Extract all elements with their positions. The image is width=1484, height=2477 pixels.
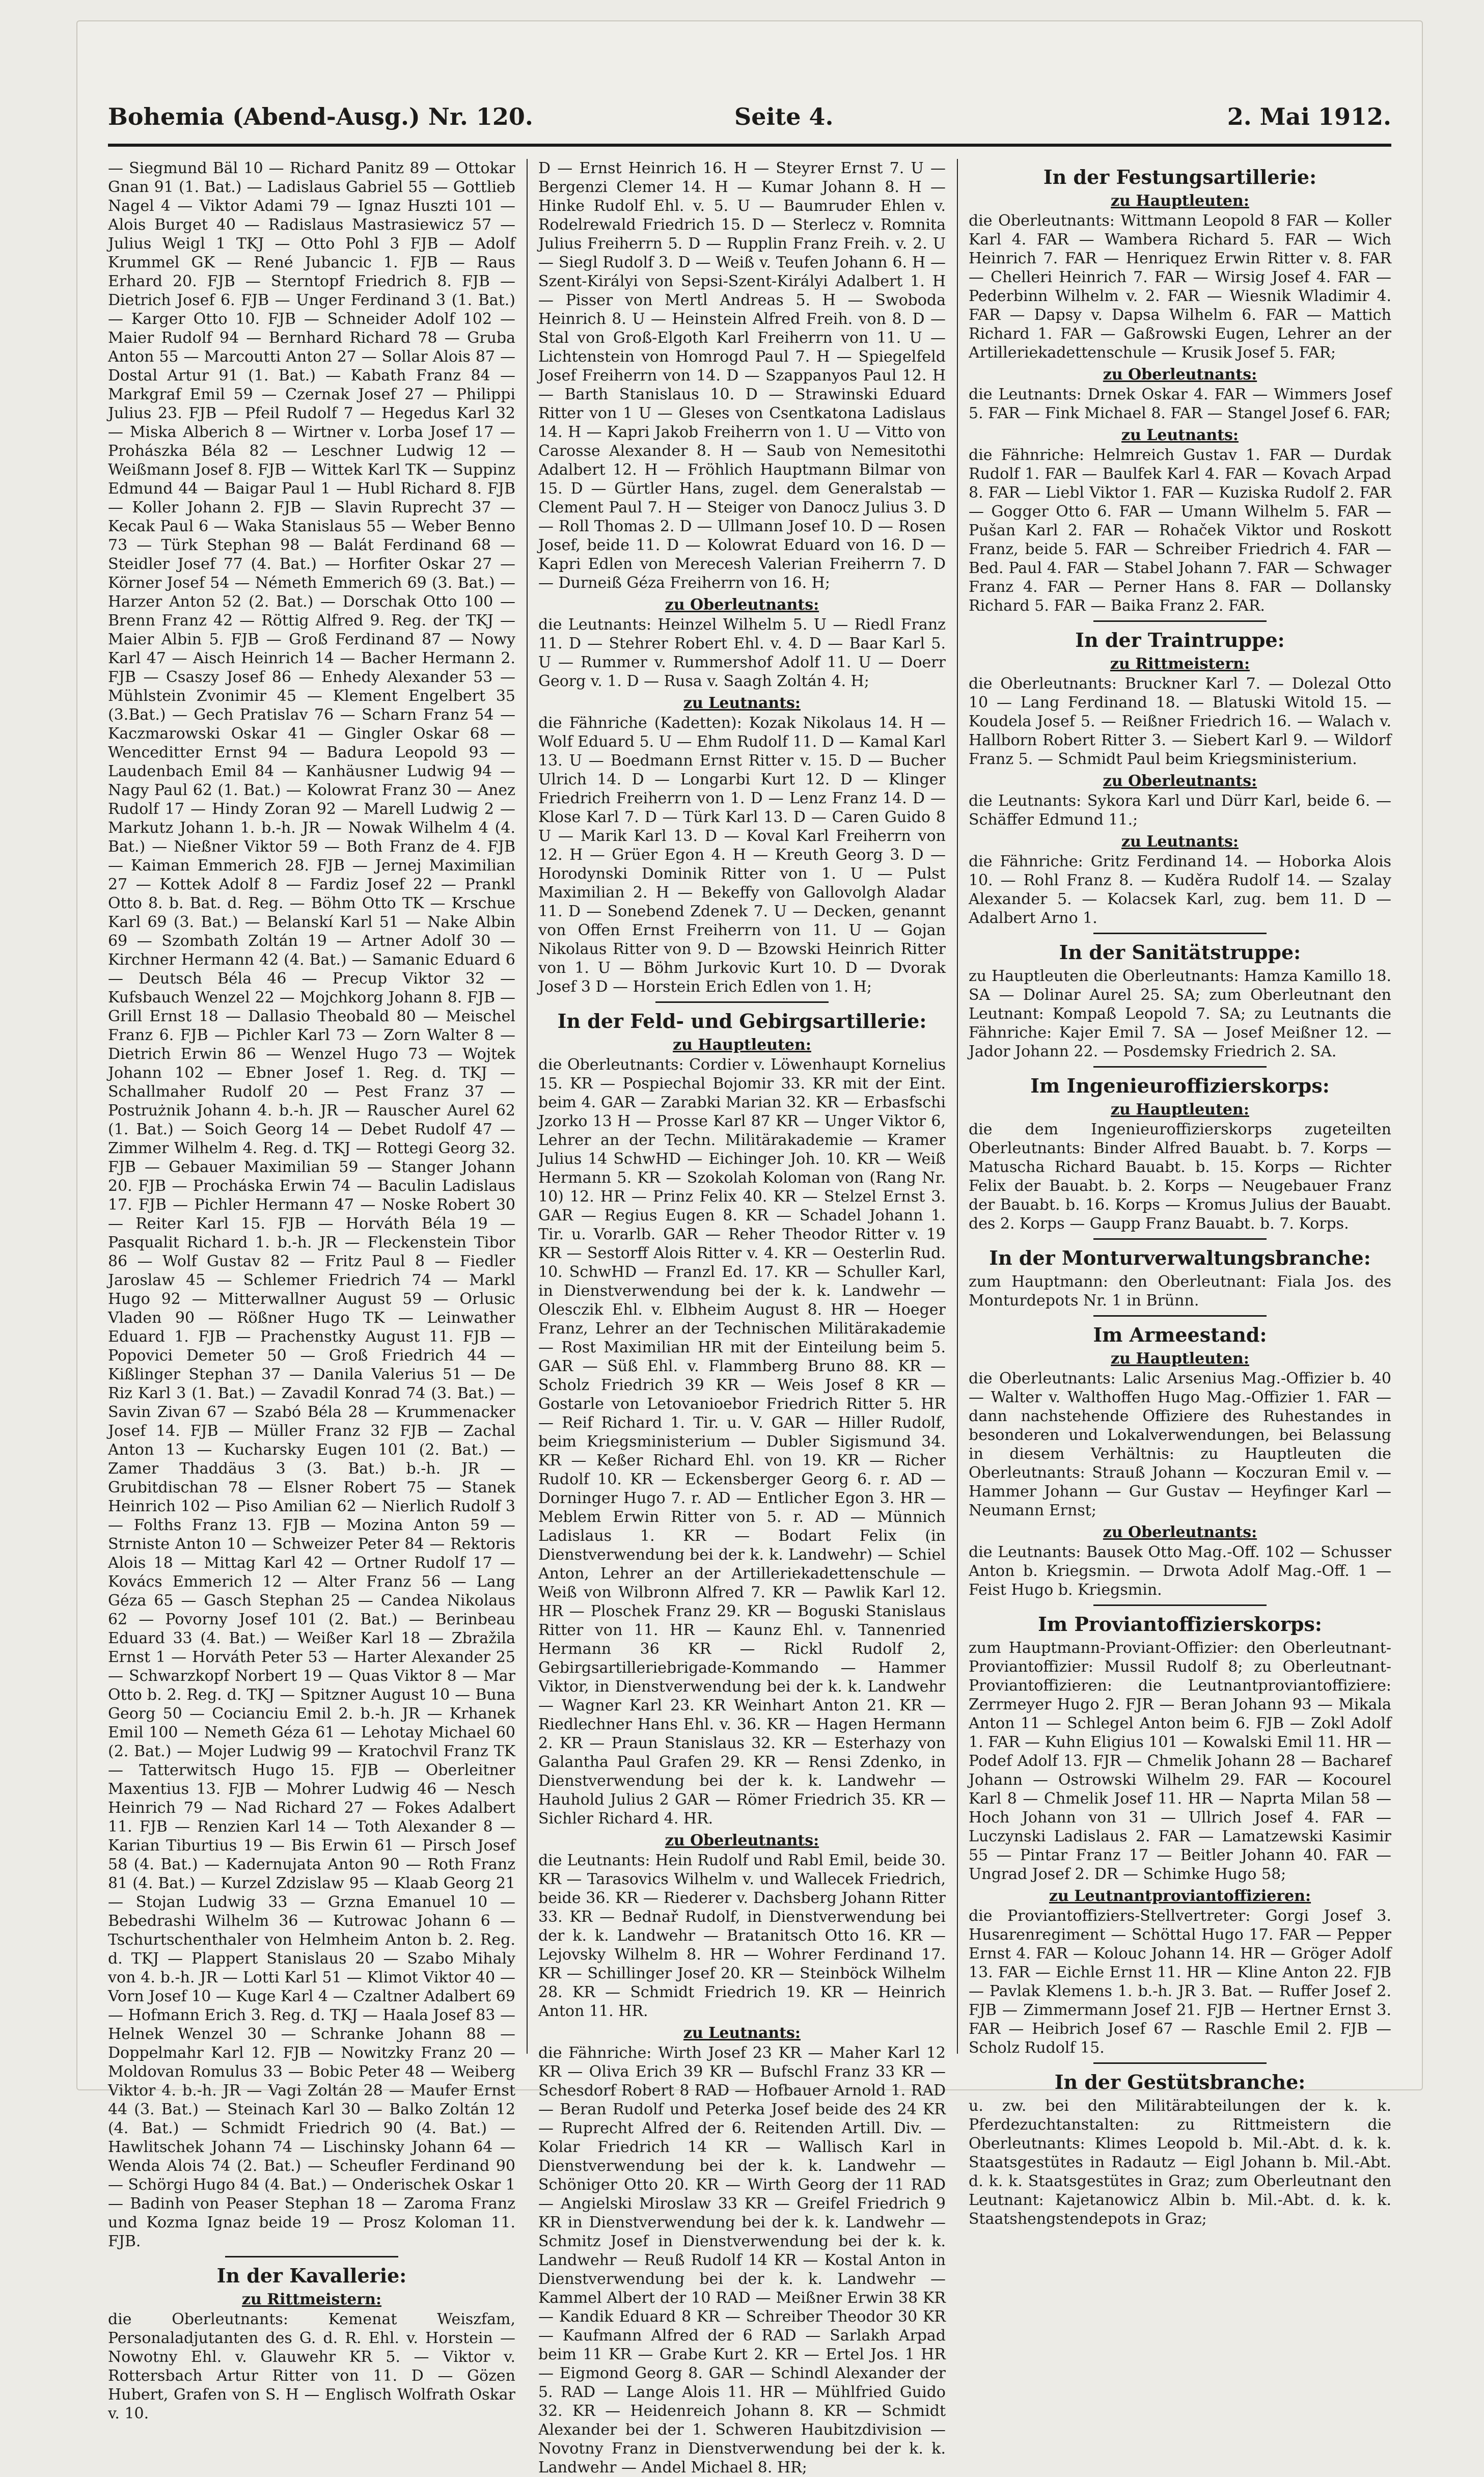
medical-text: zu Hauptleuten die Oberleutnants: Hamza Kamillo 18. SA — Dolinar Aurel 25. SA; zum Oberleutnant den Leutnant: Kompaß Leopold 7. SA; zu Leutnants die Fähnriche: Kajer Emil 7. SA — Josef Meißner 12. — Jador Johann 22. — Posdemsky Friedrich 2. SA. [969, 967, 1391, 1060]
page-number: Seite 4. [734, 103, 834, 130]
army-status-oberleutnants-text: die Leutnants: Bausek Otto Mag.-Off. 102 — Schusser Anton b. Kriegsmin. — Drwota Adolf Mag.-Off. 1 — Feist Hugo b. Kriegsmin. [969, 1543, 1391, 1599]
section-rule [1093, 1604, 1267, 1606]
cavalry-continued-text: D — Ernst Heinrich 16. H — Steyrer Ernst 7. U — Bergenzi Clemer 14. H — Kumar Johann 8. H — Hinke Rudolf Ehl. v. 5. U — Baumruder Ehlen v. Rodelrewald Friedrich 15. D — Sterlecz v. Romnita Julius Freiherrn 5. D — Rupplin Franz Freih. v. 2. U — Siegl Rudolf 3. D — Weiß v. Teufen Johann 6. H — Szent-Királyi von Sepsi-Szent-Királyi Adalbert 1. H — Pisser von Mertl Andreas 5. H — Swoboda Heinrich 8. U — Heinstein Alfred Freih. von 8. D — Stal von Groß-Elgoth Karl Freiherrn von 11. U — Lichtenstein von Homrogd Paul 7. H — Spiegelfeld Josef Freiherrn von 14. D — Szappanyos Paul 12. H — Barth Stanislaus 10. D — Strawinski Eduard Ritter von 1 U — Gleses von Csentkatona Ladislaus 14. H — Kapri Jakob Freiherrn von 1. U — Vitto von Carosse Alexander 8. H — Saub von Nemesitothi Adalbert 12. H — Fröhlich Hauptmann Bilmar von 15. D — Gürtler Hans, zugel. dem Generalstab — Clement Paul 7. H — Steiger von Danocz Julius 3. D — Roll Thomas 2. D — Ullmann Josef 10. D — Rosen Josef, beide 11. D — Kolowrat Eduard von 16. D — Kapri Edlen von Merecesh Valerian Freiherrn 7. D — Durneiß Géza Freiherrn von 16. H; [538, 159, 946, 592]
subheading-leutnants: zu Leutnants: [1121, 833, 1239, 851]
uniform-admin-text: zum Hauptmann: den Oberleutnant: Fiala Jos. des Monturdepots Nr. 1 in Brünn. [969, 1273, 1391, 1310]
newspaper-masthead: Bohemia (Abend-Ausg.) Nr. 120. [108, 103, 533, 130]
subheading-leutnants: zu Leutnants: [1121, 426, 1239, 444]
issue-date: 2. Mai 1912. [1227, 103, 1391, 130]
artillery-leutnants-text: die Fähnriche: Wirth Josef 23 KR — Maher Karl 12 KR — Oliva Erich 39 KR — Bufschl Franz 33 KR — Schesdorf Robert 8 RAD — Hofbauer Arnold 1. RAD — Beran Rudolf und Peterka Josef beide des 24 KR — Ruprecht Alfred der 6. Reitenden Artill. Div. — Kolar Friedrich 14 KR — Wallisch Karl in Dienstverwendung bei der k. k. Landwehr — Schöniger Otto 20. KR — Wirth Georg der 11 RAD — Angielski Miroslaw 33 KR — Greifel Friedrich 9 KR in Dienstverwendung bei der k. k. Landwehr — Schmitz Josef in Dienstverwendung bei der k. k. Landwehr — Reuß Rudolf 14 KR — Kostal Anton in Dienstverwendung bei der k. k. Landwehr — Kammel Albert der 10 RAD — Meißner Erwin 38 KR — Kandik Eduard 8 KR — Schreiber Theodor 30 KR — Kaufmann Alfred der 6 RAD — Sarlakh Arpad beim 11 KR — Grabe Kurt 2. KR — Ertel Jos. 1 HR — Eigmond Georg 8. GAR — Schindl Alexander der 5. RAD — Lange Alois 11. HR — Mühlfried Guido 32. KR — Heidenreich Johann 8. KR — Schmidt Alexander bei der 1. Schweren Haubitzdivision — Novotny Franz in Dienstverwendung bei der k. k. Landwehr — Andel Michael 8. HR; [538, 2044, 946, 2476]
subheading-hauptleute: zu Hauptleuten: [1111, 1101, 1249, 1119]
subheading-oberleutnants: zu Oberleutnants: [665, 596, 819, 614]
section-heading-sanitaetstruppe: In der Sanitätstruppe: [1059, 941, 1301, 964]
section-heading-proviantoffizierskorps: Im Proviantoffizierskorps: [1038, 1613, 1322, 1636]
subheading-hauptleute: zu Hauptleuten: [673, 1036, 811, 1054]
provisions-leutnants-text: die Proviantoffiziers-Stellvertreter: Gorgi Josef 3. Husarenregiment — Schöttal Hugo 17. FAR — Pepper Ernst 4. FAR — Kolouc Johann 14. HR — Gröger Adolf 13. FAR — Eichle Ernst 11. HR — Kline Anton 22. FJB — Pavlak Klemens 1. b.-h. JR 3. Bat. — Ruffer Josef 2. FJB — Zimmermann Josef 21. FJB — Hertner Ernst 3. FAR — Heibrich Josef 67 — Raschle Emil 2. FJB — Scholz Rudolf 15. [969, 1907, 1391, 2057]
stud-branch-text: u. zw. bei den Militärabteilungen der k. k. Pferdezuchtanstalten: zu Rittmeistern die Oberleutnants: Klimes Leopold b. Mil.-Abt. d. k. k. Staatsgestütes in Radautz — Eigl Johann b. Mil.-Abt. d. k. k. Staatsgestütes in Graz; zum Oberleutnant den Leutnant: Kajetanowicz Albin b. Mil.-Abt. d. k. k. Staatshengstendepots in Graz; [969, 2097, 1391, 2228]
subheading-leutnants: zu Leutnants: [683, 2024, 801, 2042]
section-heading-festungsartillerie: In der Festungsartillerie: [1043, 166, 1317, 188]
infantry-promotions-text: — Siegmund Bäl 10 — Richard Panitz 89 — Ottokar Gnan 91 (1. Bat.) — Ladislaus Gabriel 55 — Gottlieb Nagel 4 — Viktor Adami 79 — Ignaz Huszti 101 — Alois Burget 40 — Radislaus Mastrasiewicz 57 — Julius Weigl 1 TKJ — Otto Pohl 3 FJB — Adolf Krummel GK — René Jubancic 1. FJB — Raus Erhard 20. FJB — Sterntopf Friedrich 8. FJB — Dietrich Josef 6. FJB — Unger Ferdinand 3 (1. Bat.) — Karger Otto 10. FJB — Schneider Adolf 102 — Maier Rudolf 94 — Bernhard Richard 78 — Gruba Anton 55 — Marcoutti Anton 27 — Sollar Alois 87 — Dostal Artur 91 (1. Bat.) — Kabath Franz 84 — Markgraf Emil 59 — Czernak Josef 27 — Philippi Julius 23. FJB — Pfeil Rudolf 7 — Hegedus Karl 32 — Miska Alberich 8 — Wirtner v. Lorba Josef 17 — Prohászka Béla 82 — Leschner Ludwig 12 — Weißmann Josef 8. FJB — Wittek Karl TK — Suppinz Edmund 44 — Baigar Paul 1 — Hubl Richard 8. FJB — Koller Johann 2. FJB — Slavin Ruprecht 37 — Kecak Paul 6 — Waka Stanislaus 55 — Weber Benno 73 — Türk Stephan 98 — Balát Ferdinand 68 — Steidler Josef 77 (4. Bat.) — Horfiter Oskar 27 — Körner Josef 54 — Németh Emmerich 69 (3. Bat.) — Harzer Anton 52 (2. Bat.) — Dorschak Otto 100 — Brenn Franz 42 — Röttig Alfred 9. Reg. der TKJ — Maier Albin 5. FJB — Groß Ferdinand 87 — Nowy Karl 47 — Aisch Heinrich 14 — Bacher Hermann 2. FJB — Csaszy Josef 86 — Enhedy Alexander 53 — Mühlstein Zvonimir 45 — Klement Engelbert 35 (3.Bat.) — Gech Pratislav 76 — Scharn Franz 54 — Kaczmarowski Oskar 41 — Gingler Oskar 68 — Wenceditter Ernst 94 — Badura Leopold 93 — Laudenbach Emil 84 — Kanhäusner Ludwig 94 — Nagy Paul 62 (1. Bat.) — Kolowrat Franz 30 — Anez Rudolf 17 — Hindy Zoran 92 — Marell Ludwig 2 — Markutz Johann 1. b.-h. JR — Nowak Wilhelm 4 (4. Bat.) — Nießner Viktor 59 — Both Franz de 4. FJB — Kaiman Emmerich 28. FJB — Jernej Maximilian 27 — Kottek Adolf 8 — Fardiz Josef 22 — Prankl Otto 8. b. Bat. d. Reg. — Böhm Otto TK — Krschue Karl 69 (3. Bat.) — Belanskí Karl 51 — Nake Albin 69 — Szombath Zoltán 19 — Artner Adolf 30 — Kirchner Hermann 42 (4. Bat.) — Samanic Eduard 6 — Deutsch Béla 46 — Precup Viktor 32 — Kufsbauch Wenzel 22 — Mojchkorg Johann 8. FJB — Grill Ernst 18 — Dallasio Theobald 80 — Meischel Franz 6. FJB — Pichler Karl 73 — Zorn Walter 8 — Dietrich Erwin 86 — Wenzel Hugo 73 — Wojtek Johann 102 — Ebner Josef 1. Reg. d. TKJ — Schallmaher Rudolf 20 — Pest Franz 37 — Postrużnik Johann 4. b.-h. JR — Rauscher Aurel 62 (1. Bat.) — Soich Georg 14 — Debet Rudolf 47 — Zimmer Wilhelm 4. Reg. d. TKJ — Rottegi Georg 32. FJB — Gebauer Maximilian 59 — Stanger Johann 20. FJB — Procháska Erwin 74 — Baculin Ladislaus 17. FJB — Pichler Hermann 47 — Noske Robert 30 — Reiter Karl 15. FJB — Horváth Béla 19 — Pasqualit Richard 1. b.-h. JR — Fleckenstein Tibor 86 — Wolf Gustav 82 — Fritz Paul 8 — Fiedler Jaroslaw 45 — Schlemer Friedrich 74 — Markl Hugo 92 — Mitterwallner August 59 — Orlusic Vladen 90 — Rößner Hugo TK — Leinwather Eduard 1. FJB — Prachenstky August 11. FJB — Popovici Demeter 50 — Groß Friedrich 44 — Kißlinger Stephan 37 — Danila Valerius 51 — De Riz Karl 3 (1. Bat.) — Zavadil Konrad 74 (3. Bat.) — Savin Zivan 67 — Szabó Béla 28 — Krummenacker Josef 14. FJB — Müller Franz 32 FJB — Zachal Anton 13 — Kucharsky Eugen 101 (2. Bat.) — Zamer Thaddäus 3 (3. Bat.) b.-h. JR — Grubitdischan 78 — Elsner Robert 75 — Stanek Heinrich 102 — Piso Amilian 62 — Nierlich Rudolf 3 — Folths Franz 13. FJB — Mozina Anton 59 — Strniste Anton 10 — Schweizer Peter 84 — Rektoris Alois 18 — Mittag Karl 42 — Ortner Rudolf 17 — Kovács Emmerich 12 — Alter Franz 56 — Lang Géza 65 — Gasch Stephan 25 — Candea Nikolaus 62 — Povorny Josef 101 (2. Bat.) — Berinbeau Eduard 33 (4. Bat.) — Weißer Karl 18 — Zbražila Ernst 1 — Horváth Peter 53 — Harter Alexander 25 — Schwarzkopf Norbert 19 — Quas Viktor 8 — Mar Otto b. 2. Reg. d. TKJ — Spitzner August 10 — Buna Georg 50 — Cocianciu Emil 2. b.-h. JR — Krhanek Emil 100 — Nemeth Géza 61 — Lehotay Michael 60 (2. Bat.) — Mojer Ludwig 99 — Kratochvil Franz TK — Tatterwitsch Hugo 15. FJB — Oberleitner Maxentius 13. FJB — Mohrer Ludwig 46 — Nesch Heinrich 79 — Nad Richard 27 — Fokes Adalbert 11. FJB — Renzien Karl 14 — Toth Alexander 8 — Karian Tiburtius 19 — Bis Erwin 61 — Pirsch Josef 58 (4. Bat.) — Kadernujata Anton 90 — Roth Franz 81 (4. Bat.) — Kurzel Zdzislaw 95 — Klaab Georg 21 — Stojan Ludwig 33 — Grzna Emanuel 10 — Bebedrashi Wilhelm 36 — Kutrowac Johann 6 — Tschurtschenthaler von Helmheim Anton b. 2. Reg. d. TKJ — Plappert Stanislaus 20 — Szabo Mihaly von 4. b.-h. JR — Lotti Karl 51 — Klimot Viktor 40 — Vorn Josef 10 — Kuge Karl 4 — Czaltner Adalbert 69 — Hofmann Erich 3. Reg. d. TKJ — Haala Josef 83 — Helnek Wenzel 30 — Schranke Johann 88 — Doppelmahr Karl 12. FJB — Nowitzky Franz 20 — Moldovan Romulus 33 — Bobic Peter 48 — Weiberg Viktor 4. b.-h. JR — Vagi Zoltán 28 — Maufer Ernst 44 (3. Bat.) — Steinach Karl 30 — Balko Zoltán 12 (4. Bat.) — Schmidt Friedrich 90 (4. Bat.) — Hawlitschek Johann 74 — Lischinsky Johann 64 — Wenda Alois 74 (2. Bat.) — Scheufler Ferdinand 90 — Schörgi Hugo 84 (4. Bat.) — Onderischek Oskar 1 — Badinh von Peaser Stephan 18 — Zaroma Franz und Kozma Ignaz beide 19 — Prosz Koloman 11. FJB. [108, 159, 515, 2250]
column-divider [527, 159, 528, 2054]
newspaper-page [76, 20, 1423, 2476]
subheading-rittmeister: zu Rittmeistern: [1110, 655, 1250, 673]
subheading-oberleutnants: zu Oberleutnants: [1103, 772, 1257, 790]
cavalry-leutnants-text: die Fähnriche (Kadetten): Kozak Nikolaus 14. H — Wolf Eduard 5. U — Ehm Rudolf 11. D — Kamal Karl 13. U — Boedmann Ernst Ritter v. 15. D — Bucher Ulrich 14. D — Longarbi Kurt 12. D — Klinger Friedrich Freiherrn von 1. D — Lenz Franz 14. D — Klose Karl 7. D — Türk Karl 13. D — Caren Guido 8 U — Marik Karl 13. D — Koval Karl Freiherrn von 12. H — Grüer Egon 4. H — Kreuth Georg 3. D — Horodynski Dominik Ritter von 1. U — Pulst Maximilian 2. H — Bekeffy von Gallovolgh Aladar 11. D — Sonebend Zdenek 7. U — Decken, genannt von Offen Ernst Freiherrn von 11. U — Gojan Nikolaus Ritter von 9. D — Bzowski Heinrich Ritter von 1. U — Böhm Jurkovic Kurt 10. D — Dvorak Josef 3 D — Horstein Erich Edlen von 1. H; [538, 714, 946, 996]
column-divider [957, 159, 958, 2054]
section-rule [1093, 1066, 1267, 1068]
train-rittmeister-text: die Oberleutnants: Bruckner Karl 7. — Dolezal Otto 10 — Lang Ferdinand 18. — Blatuski Witold 15. — Koudela Josef 5. — Reißner Friedrich 16. — Walach v. Hallborn Robert Ritter 3. — Siebert Karl 9. — Wildorf Franz 5. — Schmidt Paul beim Kriegsministerium. [969, 675, 1391, 768]
subheading-oberleutnants: zu Oberleutnants: [1103, 1523, 1257, 1541]
section-rule [655, 1001, 829, 1003]
column-3 [969, 159, 1391, 2228]
section-heading-traintruppe: In der Traintruppe: [1075, 629, 1285, 651]
fortress-leutnants-text: die Fähnriche: Helmreich Gustav 1. FAR — Durdak Rudolf 1. FAR — Baulfek Karl 4. FAR — Kovach Arpad 8. FAR — Liebl Viktor 1. FAR — Kuziska Rudolf 2. FAR — Gogger Otto 6. FAR — Umann Wilhelm 5. FAR — Pušan Karl 2. FAR — Rohaček Viktor und Roskott Franz, beide 5. FAR — Schreiber Friedrich 4. FAR — Bed. Paul 4. FAR — Stabel Johann 7. FAR — Schwager Franz 4. FAR — Perner Hans 8. FAR — Dollansky Richard 5. FAR — Baika Franz 2. FAR. [969, 446, 1391, 615]
provisions-text: zum Hauptmann-Proviant-Offizier: den Oberleutnant-Proviantoffizier: Mussil Rudolf 8; zu Oberleutnant-Proviantoffizieren: die Leutnantproviantoffiziere: Zerrmeyer Hugo 2. FJR — Beran Johann 93 — Mikala Anton 11 — Schlegel Anton beim 6. FJB — Zokl Adolf 1. FAR — Kuhn Eligius 101 — Kowalski Emil 11. HR — Podef Adolf 13. FJR — Chmelik Johann 28 — Bacharef Johann — Ostrowski Wilhelm 29. FAR — Kocourel Karl 8 — Chmelik Josef 11. HR — Naprta Milan 58 — Hoch Johann von 31 — Ullrich Josef 4. FAR — Luczynski Ladislaus 2. FAR — Lamatzewski Kasimir 55 — Pintar Franz 17 — Beitler Johann 40. FAR — Ungrad Josef 2. DR — Schimke Hugo 58; [969, 1639, 1391, 1883]
section-rule [1093, 1315, 1267, 1317]
column-2 [538, 159, 946, 2476]
section-heading-ingenieuroffizierskorps: Im Ingenieuroffizierskorps: [1030, 1074, 1330, 1097]
header-rule [108, 144, 1391, 147]
subheading-oberleutnants: zu Oberleutnants: [1103, 366, 1257, 384]
section-heading-monturverwaltung: In der Monturverwaltungsbranche: [989, 1246, 1371, 1269]
artillery-oberleutnants-text: die Leutnants: Hein Rudolf und Rabl Emil, beide 30. KR — Tarasovics Wilhelm v. und Wallecek Friedrich, beide 36. KR — Riederer v. Dachsberg Johann Ritter 33. KR — Bednař Rudolf, in Dienstverwendung bei der k. k. Landwehr — Bratanitsch Otto 16. KR — Lejovsky Wilhelm 8. HR — Wohrer Ferdinand 17. KR — Schillinger Josef 20. KR — Steinböck Wilhelm 28. KR — Schmidt Friedrich 19. KR — Heinrich Anton 11. HR. [538, 1852, 946, 2020]
section-rule [1093, 1238, 1267, 1240]
train-oberleutnants-text: die Leutnants: Sykora Karl und Dürr Karl, beide 6. — Schäffer Edmund 11.; [969, 792, 1391, 829]
fortress-hauptleute-text: die Oberleutnants: Wittmann Leopold 8 FAR — Koller Karl 4. FAR — Wambera Richard 5. FAR — Wich Heinrich 7. FAR — Henriquez Erwin Ritter v. 8. FAR — Chelleri Heinrich 7. FAR — Wirsig Josef 4. FAR — Pederbinn Wilhelm v. 2. FAR — Wiesnik Wladimir 4. FAR — Dapsy v. Dapsa Wilhelm 6. FAR — Mattich Richard 1. FAR — Gaßrowski Eugen, Lehrer an der Artilleriekadettenschule — Krusik Josef 5. FAR; [969, 212, 1391, 362]
page-header [108, 98, 1391, 139]
train-leutnants-text: die Fähnriche: Gritz Ferdinand 14. — Hoborka Alois 10. — Rohl Franz 8. — Kuděra Rudolf 14. — Szalay Alexander 5. — Kolacsek Karl, zug. bem 11. D — Adalbert Arno 1. [969, 853, 1391, 927]
fortress-oberleutnants-text: die Leutnants: Drnek Oskar 4. FAR — Wimmers Josef 5. FAR — Fink Michael 8. FAR — Stangel Josef 6. FAR; [969, 386, 1391, 422]
subheading-hauptleute: zu Hauptleuten: [1111, 192, 1249, 210]
section-heading-gestuetsbranche: In der Gestütsbranche: [1054, 2071, 1306, 2093]
subheading-leutnants: zu Leutnants: [683, 694, 801, 712]
column-1 [108, 159, 515, 2422]
cavalry-oberleutnants-text: die Leutnants: Heinzel Wilhelm 5. U — Riedl Franz 11. D — Stehrer Robert Ehl. v. 4. D — Baar Karl 5. U — Rummer v. Rummershof Adolf 11. U — Doerr Georg v. 1. D — Rusa v. Saagh Zoltán 4. H; [538, 616, 946, 690]
cavalry-text: die Oberleutnants: Kemenat Weiszfam, Personaladjutanten des G. d. R. Ehl. v. Horstein — Nowotny Ehl. v. Glauwehr KR 5. — Viktor v. Rottersbach Artur Ritter von 11. D — Gözen Hubert, Grafen von S. H — Englisch Wolfrath Oskar v. 10. [108, 2310, 515, 2422]
subheading-hauptleute: zu Hauptleuten: [1111, 1350, 1249, 1368]
section-heading-feldartillerie: In der Feld- und Gebirgsartillerie: [557, 1010, 927, 1032]
section-rule [1093, 2062, 1267, 2064]
subheading-rittmeister: zu Rittmeistern: [241, 2291, 382, 2308]
engineer-text: die dem Ingenieuroffizierskorps zugeteilten Oberleutnants: Binder Alfred Bauabt. b. 7. Korps — Matuscha Richard Bauabt. b. 15. Korps — Richter Felix der Bauabt. b. 2. Korps — Neugebauer Franz der Bauabt. b. 16. Korps — Kromus Julius der Bauabt. des 2. Korps — Gaupp Franz Bauabt. b. 7. Korps. [969, 1121, 1391, 1233]
section-rule [1093, 620, 1267, 622]
subheading-leutnantproviantoffiziere: zu Leutnantproviantoffizieren: [1049, 1887, 1311, 1905]
section-rule [225, 2256, 398, 2257]
section-rule [1093, 933, 1267, 934]
army-status-text: die Oberleutnants: Lalic Arsenius Mag.-Offizier b. 40 — Walter v. Walthoffen Hugo Mag.-Offizier 1. FAR — dann nachstehende Offiziere des Ruhestandes in besonderen und Lokalverwendungen, bei Belassung in diesem Verhältnis: zu Hauptleuten die Oberleutnants: Strauß Johann — Koczuran Emil v. — Hammer Johann — Gur Gustav — Heyfinger Karl — Neumann Ernst; [969, 1370, 1391, 1519]
artillery-hauptleute-text: die Oberleutnants: Cordier v. Löwenhaupt Kornelius 15. KR — Pospiechal Bojomir 33. KR mit der Eint. beim 4. GAR — Zarabki Marian 32. KR — Erbasfschi Jzorko 13 H — Prosse Karl 87 KR — Unger Viktor 6, Lehrer an der Techn. Militärakademie — Kramer Julius 14 SchwHD — Eichinger Joh. 10. KR — Weiß Hermann 5. KR — Szokolah Koloman von (Rang Nr. 10) 12. HR — Prinz Felix 40. KR — Stelzel Ernst 3. GAR — Regius Eugen 8. KR — Schadel Johann 1. Tir. u. Vorarlb. GAR — Reher Theodor Ritter v. 19 KR — Sestorff Alois Ritter v. 4. KR — Oesterlin Rud. 10. SchwHD — Franzl Ed. 17. KR — Schuller Karl, in Dienstverwendung bei der k. k. Landwehr — Olesczik Ehl. v. Elbheim August 8. HR — Hoeger Franz, Lehrer an der Technischen Militärakademie — Rost Maximilian HR mit der Einteilung beim 5. GAR — Süß Ehl. v. Flammberg Bruno 88. KR — Scholz Friedrich 39 KR — Weis Josef 8 KR — Gostarle von Letovanioebor Friedrich Ritter 5. HR — Reif Richard 1. Tir. u. V. GAR — Hiller Rudolf, beim Kriegsministerium — Dubler Sigismund 34. KR — Keßer Richard Ehl. von 19. KR — Richer Rudolf 10. KR — Eckensberger Georg 6. r. AD — Dorninger Hugo 7. r. AD — Entlicher Egon 3. HR — Meblem Erwin Ritter von 5. r. AD — Münnich Ladislaus 1. KR — Bodart Felix (in Dienstverwendung bei der k. k. Landwehr) — Schiel Anton, Lehrer an der Artilleriekadettenschule — Weiß von Wilbronn Alfred 7. KR — Pawlik Karl 12. HR — Ploschek Franz 29. KR — Boguski Stanislaus Ritter von 11. HR — Kaunz Ehl. v. Tannenried Hermann 36 KR — Rickl Rudolf 2, Gebirgsartilleriebrigade-Kommando — Hammer Viktor, in Dienstverwendung bei der k. k. Landwehr — Wagner Karl 23. KR Weinhart Anton 21. KR — Riedlechner Hans Ehl. v. 36. KR — Hagen Hermann 2. KR — Praun Stanislaus 32. KR — Esterhazy von Galantha Paul Grafen 29. KR — Rensi Zdenko, in Dienstverwendung bei der k. k. Landwehr — Hauhold Julius 2 GAR — Römer Friedrich 35. KR — Sichler Richard 4. HR. [538, 1056, 946, 1828]
section-heading-kavallerie: In der Kavallerie: [216, 2264, 407, 2287]
section-heading-armeestand: Im Armeestand: [1093, 1323, 1267, 1346]
subheading-oberleutnants: zu Oberleutnants: [665, 1832, 819, 1849]
